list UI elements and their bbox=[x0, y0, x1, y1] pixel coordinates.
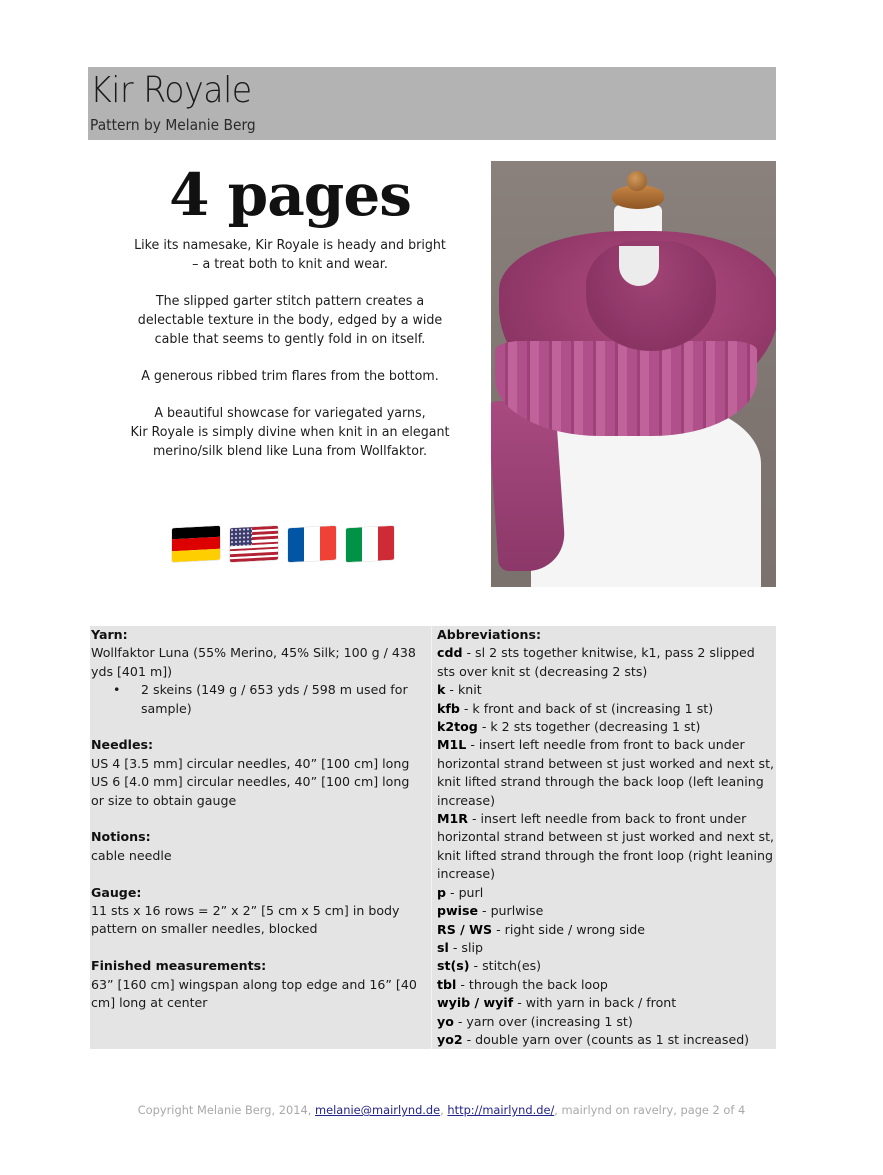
notions-label: Notions: bbox=[91, 829, 151, 845]
abbreviation-term: k2tog bbox=[437, 719, 478, 735]
abbreviation-term: kfb bbox=[437, 700, 460, 716]
intro-paragraph bbox=[127, 236, 453, 274]
shawl-photo bbox=[491, 161, 776, 587]
flag-france-icon bbox=[288, 526, 336, 563]
pattern-title: Kir Royale bbox=[90, 70, 252, 111]
abbreviation-definition: - k 2 sts together (decreasing 1 st) bbox=[477, 719, 701, 735]
yarn-bullet-line: 2 skeins (149 g / 653 yds / 598 m used for bbox=[141, 682, 408, 698]
needles-line: US 6 [4.0 mm] circular needles, 40” [100 cm] long bbox=[91, 774, 410, 790]
abbreviation-term: cdd bbox=[437, 645, 463, 661]
abbreviation-item bbox=[437, 810, 775, 884]
pattern-author: Pattern by Melanie Berg bbox=[90, 116, 256, 134]
abbreviation-term: pwise bbox=[437, 903, 479, 919]
intro-line: A generous ribbed trim flares from the bottom. bbox=[141, 369, 439, 384]
intro-paragraph bbox=[127, 292, 453, 349]
abbreviation-term: st(s) bbox=[437, 958, 470, 974]
abbreviation-definition: - purl bbox=[446, 884, 484, 900]
abbreviation-definition: - through the back loop bbox=[456, 976, 608, 992]
materials-column bbox=[91, 626, 427, 1012]
abbreviation-item bbox=[437, 939, 775, 957]
intro-section bbox=[120, 160, 460, 461]
abbreviation-term: M1R bbox=[437, 811, 468, 827]
abbreviation-item bbox=[437, 736, 775, 810]
website-link[interactable]: http://mairlynd.de/ bbox=[447, 1103, 555, 1117]
intro-line: The slipped garter stitch pattern creates a bbox=[155, 294, 425, 309]
dress-form-knob bbox=[627, 171, 647, 191]
abbreviation-item bbox=[437, 994, 775, 1012]
page-count-heading: 4 pages bbox=[169, 161, 411, 229]
footer-separator: , bbox=[440, 1103, 448, 1117]
abbreviation-definition: - insert left needle from back to front under horizontal strand between st just worked and next st, knit lifted strand through the front loop (right leaning increase) bbox=[437, 811, 775, 882]
finished-measurements-line: 63” [160 cm] wingspan along top edge and 16” [40 bbox=[91, 976, 417, 992]
flag-italy-icon bbox=[346, 526, 394, 563]
gauge-section bbox=[91, 884, 427, 939]
yarn-section bbox=[91, 626, 427, 718]
abbreviation-definition: - double yarn over (counts as 1 st increased) bbox=[462, 1031, 750, 1047]
abbreviation-definition: - purlwise bbox=[478, 903, 544, 919]
abbreviation-term: sl bbox=[437, 939, 449, 955]
abbreviation-item bbox=[437, 644, 775, 681]
finished-measurements-section bbox=[91, 957, 427, 1012]
intro-paragraph bbox=[127, 404, 453, 461]
finished-measurements-line: cm] long at center bbox=[91, 995, 208, 1011]
yarn-line: Wollfaktor Luna (55% Merino, 45% Silk; 100 g / 438 bbox=[91, 645, 416, 661]
abbreviation-definition: - right side / wrong side bbox=[492, 921, 645, 937]
abbreviation-item bbox=[437, 976, 775, 994]
intro-line: delectable texture in the body, edged by a wide bbox=[137, 313, 443, 328]
abbreviation-item bbox=[437, 700, 775, 718]
flag-usa-icon bbox=[230, 526, 278, 563]
yarn-line: yds [401 m]) bbox=[91, 663, 173, 679]
abbreviation-definition: - stitch(es) bbox=[469, 958, 542, 974]
abbreviation-term: RS / WS bbox=[437, 921, 493, 937]
abbreviation-definition: - knit bbox=[445, 682, 482, 698]
finished-measurements-label: Finished measurements: bbox=[91, 958, 267, 974]
abbreviation-item bbox=[437, 1031, 775, 1049]
abbreviation-definition: - slip bbox=[448, 939, 483, 955]
abbreviation-term: yo bbox=[437, 1013, 454, 1029]
intro-line: Kir Royale is simply divine when knit in an elegant bbox=[130, 425, 450, 440]
email-link[interactable]: melanie@mairlynd.de bbox=[315, 1103, 441, 1117]
pattern-details-box bbox=[90, 626, 776, 1049]
shawl-ruffle-trim bbox=[495, 341, 757, 436]
intro-line: Like its namesake, Kir Royale is heady and bright bbox=[134, 238, 446, 253]
intro-line: merino/silk blend like Luna from Wollfaktor. bbox=[152, 444, 428, 459]
intro-paragraph bbox=[127, 367, 453, 386]
abbreviation-term: tbl bbox=[437, 976, 457, 992]
yarn-bullet bbox=[91, 681, 427, 718]
abbreviation-term: k bbox=[437, 682, 446, 698]
flag-germany-icon bbox=[172, 526, 220, 563]
abbreviation-item bbox=[437, 681, 775, 699]
abbreviation-definition: - insert left needle from front to back under horizontal strand between st just worked and next st, knit lifted strand through the back loop (left leaning increase) bbox=[437, 737, 775, 808]
needles-label: Needles: bbox=[91, 737, 154, 753]
gauge-line: pattern on smaller needles, blocked bbox=[91, 921, 318, 937]
needles-section bbox=[91, 736, 427, 810]
abbreviation-item bbox=[437, 957, 775, 975]
abbreviation-definition: - sl 2 sts together knitwise, k1, pass 2 slipped sts over knit st (decreasing 2 sts) bbox=[437, 645, 755, 679]
abbreviation-item bbox=[437, 1013, 775, 1031]
needles-line: or size to obtain gauge bbox=[91, 792, 237, 808]
abbreviation-definition: - k front and back of st (increasing 1 st) bbox=[459, 700, 714, 716]
yarn-bullet-line: sample) bbox=[141, 700, 192, 716]
intro-line: A beautiful showcase for variegated yarns, bbox=[154, 406, 426, 421]
notions-section bbox=[91, 828, 427, 865]
needles-line: US 4 [3.5 mm] circular needles, 40” [100 cm] long bbox=[91, 755, 410, 771]
abbreviation-item bbox=[437, 902, 775, 920]
gauge-label: Gauge: bbox=[91, 884, 142, 900]
abbreviation-term: M1L bbox=[437, 737, 467, 753]
column-divider bbox=[431, 626, 432, 1049]
abbreviation-definition: - with yarn in back / front bbox=[513, 995, 677, 1011]
yarn-label: Yarn: bbox=[91, 627, 128, 642]
abbreviation-item bbox=[437, 921, 775, 939]
gauge-line: 11 sts x 16 rows = 2” x 2” [5 cm x 5 cm] in body bbox=[91, 903, 400, 919]
intro-description bbox=[120, 236, 460, 461]
abbreviations-list bbox=[437, 644, 775, 1049]
abbreviation-item bbox=[437, 884, 775, 902]
abbreviation-term: p bbox=[437, 884, 447, 900]
intro-line: cable that seems to gently fold in on itself. bbox=[154, 332, 426, 347]
page-footer bbox=[0, 1103, 883, 1117]
abbreviation-term: wyib / wyif bbox=[437, 995, 514, 1011]
header-banner bbox=[88, 67, 776, 140]
copyright-text: Copyright Melanie Berg, 2014, bbox=[137, 1103, 315, 1117]
abbreviations-column bbox=[437, 626, 775, 1049]
language-flags bbox=[172, 527, 394, 561]
abbreviation-item bbox=[437, 718, 775, 736]
bullet-icon: • bbox=[113, 682, 121, 698]
notions-line: cable needle bbox=[91, 847, 172, 863]
abbreviations-label: Abbreviations: bbox=[437, 627, 542, 642]
intro-line: – a treat both to knit and wear. bbox=[192, 257, 388, 272]
abbreviation-definition: - yarn over (increasing 1 st) bbox=[453, 1013, 633, 1029]
yarn-bullet-text bbox=[141, 681, 408, 718]
abbreviation-term: yo2 bbox=[437, 1031, 463, 1047]
footer-page-info: , mairlynd on ravelry, page 2 of 4 bbox=[554, 1103, 746, 1117]
dress-form-neck-opening bbox=[619, 246, 659, 286]
